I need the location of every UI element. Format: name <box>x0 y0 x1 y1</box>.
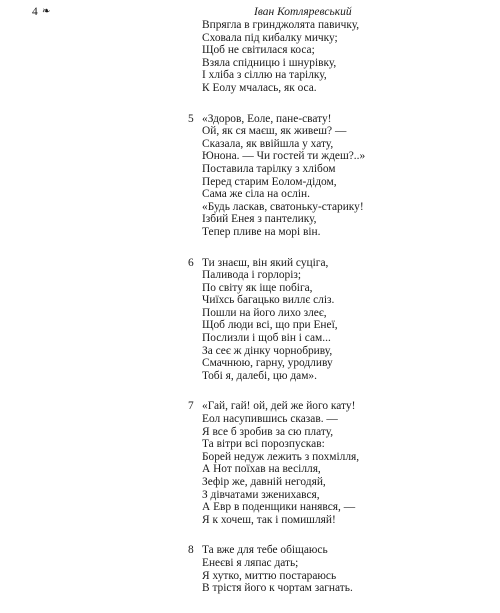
verse-line <box>188 257 488 270</box>
verse-line <box>188 269 488 282</box>
stanza-number: 8 <box>188 544 194 557</box>
verse-text: К Еолу мчалась, як оса. <box>202 81 317 94</box>
verse-text: Я хутко, миттю постараюсь <box>202 569 337 582</box>
verse-line <box>188 501 488 514</box>
verse-text: Ізбий Енея з пантелику, <box>202 213 317 226</box>
verse-line <box>188 113 488 126</box>
verse-line <box>188 357 488 370</box>
verse-line <box>188 570 488 583</box>
verse-line <box>188 370 488 383</box>
verse-text: Я все б зробив за сю плату, <box>202 425 334 438</box>
ornament-icon: ❧ <box>42 6 51 17</box>
verse-line <box>188 319 488 332</box>
verse-line <box>188 201 488 214</box>
stanza <box>188 400 488 526</box>
verse-text: Взяла спідницю і шнурівку, <box>202 56 337 69</box>
verse-line <box>188 57 488 70</box>
stanza <box>188 19 488 95</box>
verse-text: Еол насупившись сказав. — <box>202 413 338 426</box>
verse-line <box>188 557 488 570</box>
poem-body <box>188 19 488 613</box>
verse-text: Енеєві я ляпас дать; <box>202 556 299 569</box>
stanza-number: 5 <box>188 112 194 125</box>
verse-text: Поставила тарілку з хлібом <box>202 162 336 175</box>
verse-line <box>188 213 488 226</box>
verse-text: «Будь ласкав, сватоньку-старику! <box>202 200 364 213</box>
verse-text: В трістя його к чортам загнать. <box>202 582 353 595</box>
verse-line <box>188 307 488 320</box>
verse-text: Ой, як ся маєш, як живеш? — <box>202 125 347 138</box>
verse-text: Ти знаєш, він який суціга, <box>202 256 329 269</box>
verse-line <box>188 163 488 176</box>
verse-text: По світу як іще побіга, <box>202 281 313 294</box>
verse-line <box>188 451 488 464</box>
verse-text: Смачнюю, гарну, уродливу <box>202 357 333 370</box>
verse-text: Щоб люди всі, що при Енеї, <box>202 319 338 332</box>
verse-text: Перед старим Еолом-дідом, <box>202 175 337 188</box>
verse-line <box>188 544 488 557</box>
verse-line <box>188 463 488 476</box>
verse-line <box>188 514 488 527</box>
verse-text: Пошли на його лихо злеє, <box>202 306 327 319</box>
verse-text: Щоб не світилася коса; <box>202 44 315 57</box>
verse-text: Тепер пливе на морі він. <box>202 225 321 238</box>
verse-text: Та вітри всі порозпускав: <box>202 438 325 451</box>
verse-line <box>188 19 488 32</box>
verse-text: А Евр в поденщики нанявся, — <box>202 501 356 514</box>
verse-text: Чиїхсь багацько виллє сліз. <box>202 294 335 307</box>
verse-line <box>188 82 488 95</box>
running-head: Іван Котляревський <box>254 6 352 18</box>
verse-text: За сеє ж дінку чорнобриву, <box>202 344 333 357</box>
verse-text: «Здоров, Еоле, пане-свату! <box>202 112 332 125</box>
verse-line <box>188 294 488 307</box>
verse-line <box>188 138 488 151</box>
verse-text: Впрягла в гринджолята павичку, <box>202 19 360 31</box>
verse-text: Борей недуж лежить з похмілля, <box>202 450 360 463</box>
verse-line <box>188 489 488 502</box>
stanza <box>188 544 488 594</box>
verse-text: «Гай, гай! ой, дей же його кату! <box>202 400 356 413</box>
stanza <box>188 113 488 239</box>
verse-line <box>188 476 488 489</box>
verse-line <box>188 282 488 295</box>
verse-line <box>188 188 488 201</box>
verse-text: Та вже для тебе обіщаюсь <box>202 544 328 557</box>
verse-text: Паливода і горлоріз; <box>202 269 302 282</box>
verse-line <box>188 426 488 439</box>
stanza <box>188 257 488 383</box>
verse-text: Послизли і щоб він і сам... <box>202 332 331 345</box>
stanza-number: 7 <box>188 400 194 413</box>
verse-line <box>188 176 488 189</box>
verse-text: Сховала під кибалку мичку; <box>202 31 338 44</box>
verse-line <box>188 345 488 358</box>
verse-text: Сама же сіла на ослін. <box>202 188 310 201</box>
verse-line <box>188 150 488 163</box>
verse-line <box>188 582 488 595</box>
verse-text: З дівчатами зженихався, <box>202 488 320 501</box>
page-number: 4 <box>32 6 38 18</box>
verse-line <box>188 125 488 138</box>
verse-line <box>188 226 488 239</box>
verse-text: Тобі я, далебі, цю дам». <box>202 369 317 382</box>
page-header <box>32 4 472 20</box>
verse-line <box>188 400 488 413</box>
verse-line <box>188 438 488 451</box>
verse-line <box>188 69 488 82</box>
verse-text: А Нот поїхав на весілля, <box>202 463 321 476</box>
verse-line <box>188 44 488 57</box>
stanza-number: 6 <box>188 256 194 269</box>
verse-line <box>188 332 488 345</box>
verse-text: Я к хочеш, так і помишляй! <box>202 513 336 526</box>
verse-line <box>188 32 488 45</box>
verse-text: Юнона. — Чи гостей ти ждеш?..» <box>202 150 366 163</box>
verse-line <box>188 413 488 426</box>
verse-text: І хліба з сіллю на тарілку, <box>202 69 327 82</box>
verse-text: Зефір же, давній негодяй, <box>202 476 326 488</box>
verse-text: Сказала, як ввійшла у хату, <box>202 137 334 150</box>
